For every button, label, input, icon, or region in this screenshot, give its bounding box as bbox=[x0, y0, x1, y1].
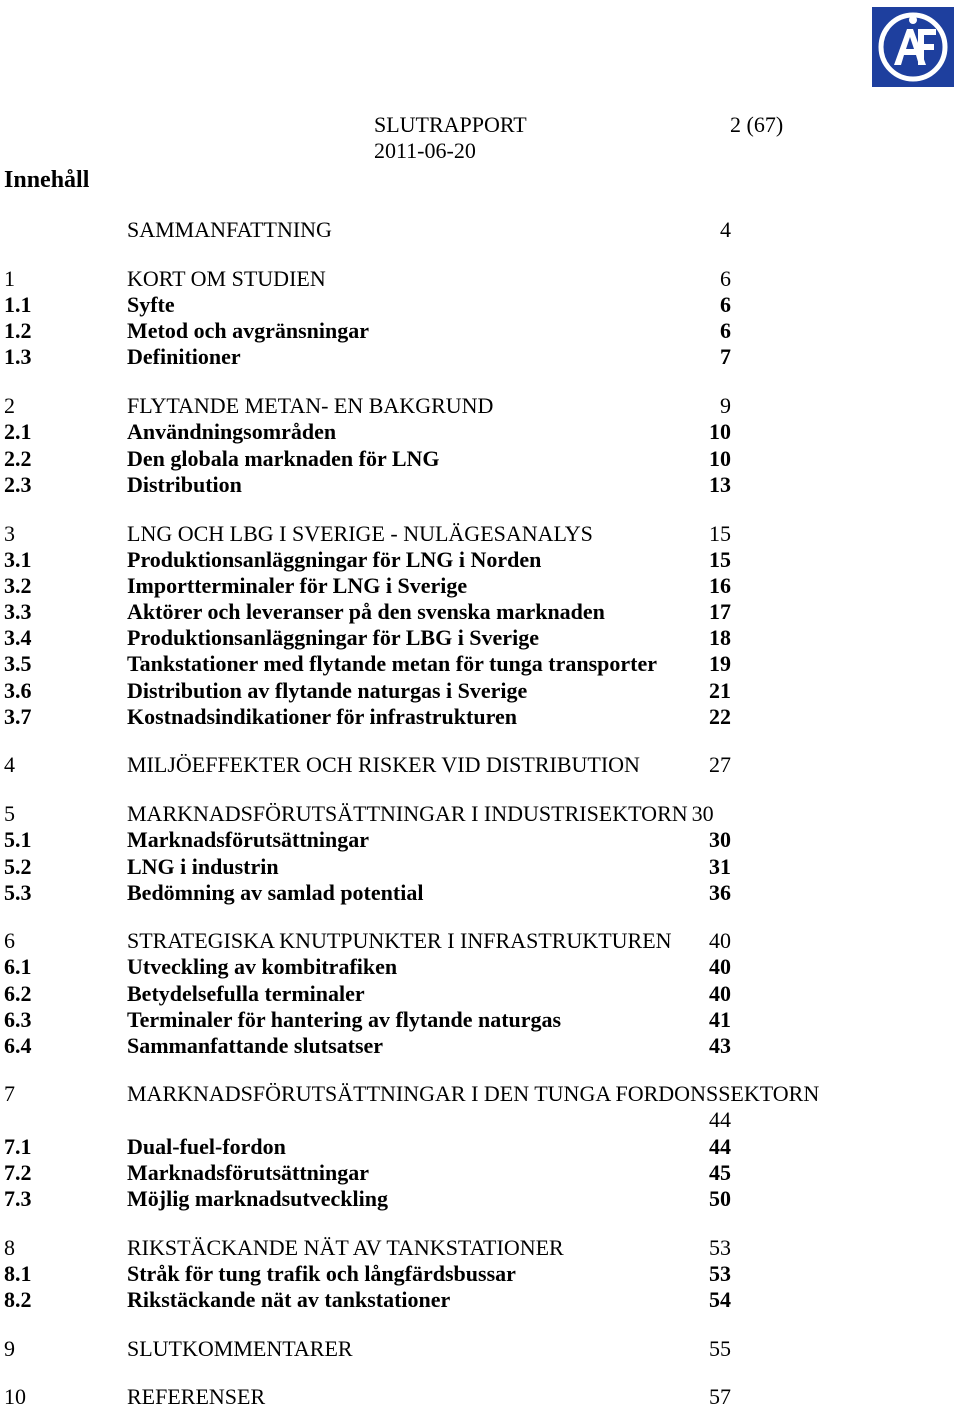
toc-row[interactable] bbox=[0, 1261, 960, 1287]
toc-entry-title: REFERENSER bbox=[127, 1384, 266, 1409]
toc-page-number: 31 bbox=[709, 854, 731, 879]
toc-page-number: 41 bbox=[709, 1007, 731, 1032]
report-date: 2011-06-20 bbox=[374, 138, 476, 163]
report-label: SLUTRAPPORT bbox=[374, 112, 527, 137]
toc-number: 1 bbox=[4, 266, 15, 291]
toc-page-number: 57 bbox=[709, 1384, 731, 1409]
af-logo-icon bbox=[872, 7, 954, 87]
toc-entry-title: Produktionsanläggningar för LBG i Sverige bbox=[127, 625, 539, 650]
toc-entry-title: Kostnadsindikationer för infrastrukturen bbox=[127, 704, 517, 729]
toc-page-number: 40 bbox=[709, 928, 731, 953]
toc-entry-title: Importterminaler för LNG i Sverige bbox=[127, 573, 468, 598]
toc-number: 7 bbox=[4, 1081, 15, 1106]
toc-number: 5.3 bbox=[4, 880, 32, 905]
toc-row[interactable] bbox=[0, 547, 960, 573]
toc-number: 6.2 bbox=[4, 981, 32, 1006]
toc-number: 6 bbox=[4, 928, 15, 953]
toc-entry-title: LNG OCH LBG I SVERIGE - NULÄGESANALYS bbox=[127, 521, 593, 546]
toc-number: 8 bbox=[4, 1235, 15, 1260]
toc-entry-title: Möjlig marknadsutveckling bbox=[127, 1186, 388, 1211]
toc-row[interactable] bbox=[0, 625, 960, 651]
toc-row[interactable] bbox=[0, 1033, 960, 1059]
toc-entry-title: FLYTANDE METAN- EN BAKGRUND bbox=[127, 393, 494, 418]
toc-entry-title: Dual-fuel-fordon bbox=[127, 1134, 286, 1159]
toc-entry-title: Definitioner bbox=[127, 344, 241, 369]
toc-entry-title: Marknadsförutsättningar bbox=[127, 1160, 370, 1185]
toc-row[interactable] bbox=[0, 446, 960, 472]
toc-row[interactable] bbox=[0, 344, 960, 370]
toc-page-number: 4 bbox=[720, 217, 731, 242]
toc-entry-title: Marknadsförutsättningar bbox=[127, 827, 370, 852]
toc-row[interactable] bbox=[0, 217, 960, 243]
toc-number: 3.2 bbox=[4, 573, 32, 598]
toc-page-number: 16 bbox=[709, 573, 731, 598]
toc-row[interactable] bbox=[0, 880, 960, 906]
toc-number: 7.1 bbox=[4, 1134, 32, 1159]
toc-page-number: 30 bbox=[709, 827, 731, 852]
toc-entry-title: SLUTKOMMENTARER bbox=[127, 1336, 353, 1361]
toc-entry-title: STRATEGISKA KNUTPUNKTER I INFRASTRUKTUREN bbox=[127, 928, 672, 953]
toc-page-number: 55 bbox=[709, 1336, 731, 1361]
toc-entry-title: Stråk för tung trafik och långfärdsbussar bbox=[127, 1261, 516, 1286]
toc-page-number: 6 bbox=[720, 292, 731, 317]
toc-number: 3.4 bbox=[4, 625, 32, 650]
toc-row[interactable] bbox=[0, 318, 960, 344]
toc-page-number: 54 bbox=[709, 1287, 731, 1312]
toc-page-number: 18 bbox=[709, 625, 731, 650]
toc-row[interactable] bbox=[0, 954, 960, 980]
toc-page-number: 15 bbox=[709, 547, 731, 572]
toc-page-number: 10 bbox=[709, 419, 731, 444]
toc-entry-title: Distribution bbox=[127, 472, 242, 497]
toc-entry-title: Produktionsanläggningar för LNG i Norden bbox=[127, 547, 542, 572]
toc-number: 5.1 bbox=[4, 827, 32, 852]
toc-entry-title: Aktörer och leveranser på den svenska marknaden bbox=[127, 599, 605, 624]
toc-number: 8.1 bbox=[4, 1261, 32, 1286]
toc-row[interactable] bbox=[0, 573, 960, 599]
toc-page-number: 13 bbox=[709, 472, 731, 497]
toc-row[interactable] bbox=[0, 1384, 960, 1410]
toc-row[interactable] bbox=[0, 827, 960, 853]
toc-page-number: 40 bbox=[709, 981, 731, 1006]
toc-entry-title: Distribution av flytande naturgas i Sverige bbox=[127, 678, 528, 703]
toc-number: 1.1 bbox=[4, 292, 32, 317]
toc-page-number: 30 bbox=[691, 801, 714, 826]
toc-row[interactable] bbox=[0, 1160, 960, 1186]
toc-number: 3.5 bbox=[4, 651, 32, 676]
toc-entry-title: Användningsområden bbox=[127, 419, 337, 444]
toc-title: Innehåll bbox=[4, 167, 90, 193]
toc-entry-title: Den globala marknaden för LNG bbox=[127, 446, 440, 471]
toc-entry-title: RIKSTÄCKANDE NÄT AV TANKSTATIONER bbox=[127, 1235, 564, 1260]
toc-row[interactable] bbox=[0, 928, 960, 954]
toc-entry-title: Sammanfattande slutsatser bbox=[127, 1033, 384, 1058]
toc-page-number: 6 bbox=[720, 266, 731, 291]
toc-row[interactable] bbox=[0, 266, 960, 292]
toc-entry-title: Metod och avgränsningar bbox=[127, 318, 369, 343]
toc-number: 1.2 bbox=[4, 318, 32, 343]
toc-number: 6.1 bbox=[4, 954, 32, 979]
toc-page-number: 40 bbox=[709, 954, 731, 979]
toc-number: 3.1 bbox=[4, 547, 32, 572]
toc-page-number: 45 bbox=[709, 1160, 731, 1185]
toc-entry-title: LNG i industrin bbox=[127, 854, 279, 879]
toc-row[interactable] bbox=[0, 393, 960, 419]
toc-number: 3 bbox=[4, 521, 15, 546]
toc-page-number: 15 bbox=[709, 521, 731, 546]
toc-number: 5 bbox=[4, 801, 15, 826]
toc-entry-title: Tankstationer med flytande metan för tunga transporter bbox=[127, 651, 658, 676]
toc-row[interactable] bbox=[0, 472, 960, 498]
toc-entry-title: KORT OM STUDIEN bbox=[127, 266, 326, 291]
toc-entry-title: SAMMANFATTNING bbox=[127, 217, 332, 242]
toc-row[interactable] bbox=[0, 1336, 960, 1362]
toc-number: 2.3 bbox=[4, 472, 32, 497]
toc-number: 3.7 bbox=[4, 704, 32, 729]
toc-entry-title: Utveckling av kombitrafiken bbox=[127, 954, 398, 979]
toc-row[interactable] bbox=[0, 1287, 960, 1313]
toc-entry-title: Betydelsefulla terminaler bbox=[127, 981, 365, 1006]
toc-row[interactable] bbox=[0, 1007, 960, 1033]
toc-number: 9 bbox=[4, 1336, 15, 1361]
toc-row[interactable] bbox=[0, 801, 960, 827]
toc-number: 2 bbox=[4, 393, 15, 418]
toc-row[interactable] bbox=[0, 1235, 960, 1261]
page-info: 2 (67) bbox=[730, 112, 784, 137]
toc-page-number: 53 bbox=[709, 1235, 731, 1260]
toc-row[interactable] bbox=[0, 651, 960, 677]
toc-page-number: 7 bbox=[720, 344, 731, 369]
toc-row[interactable] bbox=[0, 678, 960, 704]
toc-row[interactable] bbox=[0, 1134, 960, 1160]
toc-number: 1.3 bbox=[4, 344, 32, 369]
toc-number: 2.1 bbox=[4, 419, 32, 444]
toc-row[interactable] bbox=[0, 752, 960, 778]
toc-page-number: 43 bbox=[709, 1033, 731, 1058]
toc-page-number: 19 bbox=[709, 651, 731, 676]
toc-number: 8.2 bbox=[4, 1287, 32, 1312]
toc-page-number: 50 bbox=[709, 1186, 731, 1211]
toc-page-number: 36 bbox=[709, 880, 731, 905]
toc-entry-title: MARKNADSFÖRUTSÄTTNINGAR I INDUSTRISEKTORN 30 bbox=[127, 801, 714, 826]
toc-row[interactable] bbox=[0, 1081, 960, 1132]
toc-entry-title: MILJÖEFFEKTER OCH RISKER VID DISTRIBUTION bbox=[127, 752, 640, 777]
company-logo bbox=[872, 7, 954, 87]
toc-row[interactable] bbox=[0, 1186, 960, 1212]
toc-page-number: 21 bbox=[709, 678, 731, 703]
toc-row[interactable] bbox=[0, 292, 960, 318]
toc-page-number: 17 bbox=[709, 599, 731, 624]
toc-entry-title: Syfte bbox=[127, 292, 175, 317]
toc-entry-title: Rikstäckande nät av tankstationer bbox=[127, 1287, 451, 1312]
toc-number: 5.2 bbox=[4, 854, 32, 879]
toc-page-number: 27 bbox=[709, 752, 731, 777]
toc-entry-title: Bedömning av samlad potential bbox=[127, 880, 424, 905]
toc-row[interactable] bbox=[0, 521, 960, 547]
toc-entry-title: MARKNADSFÖRUTSÄTTNINGAR I DEN TUNGA FORDONSSEKTORN bbox=[127, 1081, 820, 1106]
toc-row[interactable] bbox=[0, 981, 960, 1007]
toc-number: 3.6 bbox=[4, 678, 32, 703]
toc-entry-title: Terminaler för hantering av flytande naturgas bbox=[127, 1007, 562, 1032]
toc-page-number: 53 bbox=[709, 1261, 731, 1286]
toc-page-number: 6 bbox=[720, 318, 731, 343]
toc-number: 6.4 bbox=[4, 1033, 32, 1058]
toc-number: 4 bbox=[4, 752, 15, 777]
toc-page-number: 10 bbox=[709, 446, 731, 471]
toc-number: 7.3 bbox=[4, 1186, 32, 1211]
toc-page-number: 22 bbox=[709, 704, 731, 729]
toc-number: 10 bbox=[4, 1384, 26, 1409]
toc-number: 6.3 bbox=[4, 1007, 32, 1032]
toc-page-number: 9 bbox=[720, 393, 731, 418]
toc-page-number: 44 bbox=[709, 1107, 731, 1132]
toc-row[interactable] bbox=[0, 419, 960, 445]
toc-number: 7.2 bbox=[4, 1160, 32, 1185]
toc-row[interactable] bbox=[0, 599, 960, 625]
toc-number: 3.3 bbox=[4, 599, 32, 624]
toc-page-number: 44 bbox=[709, 1134, 731, 1159]
toc-number: 2.2 bbox=[4, 446, 32, 471]
toc-row[interactable] bbox=[0, 704, 960, 730]
toc-row[interactable] bbox=[0, 854, 960, 880]
